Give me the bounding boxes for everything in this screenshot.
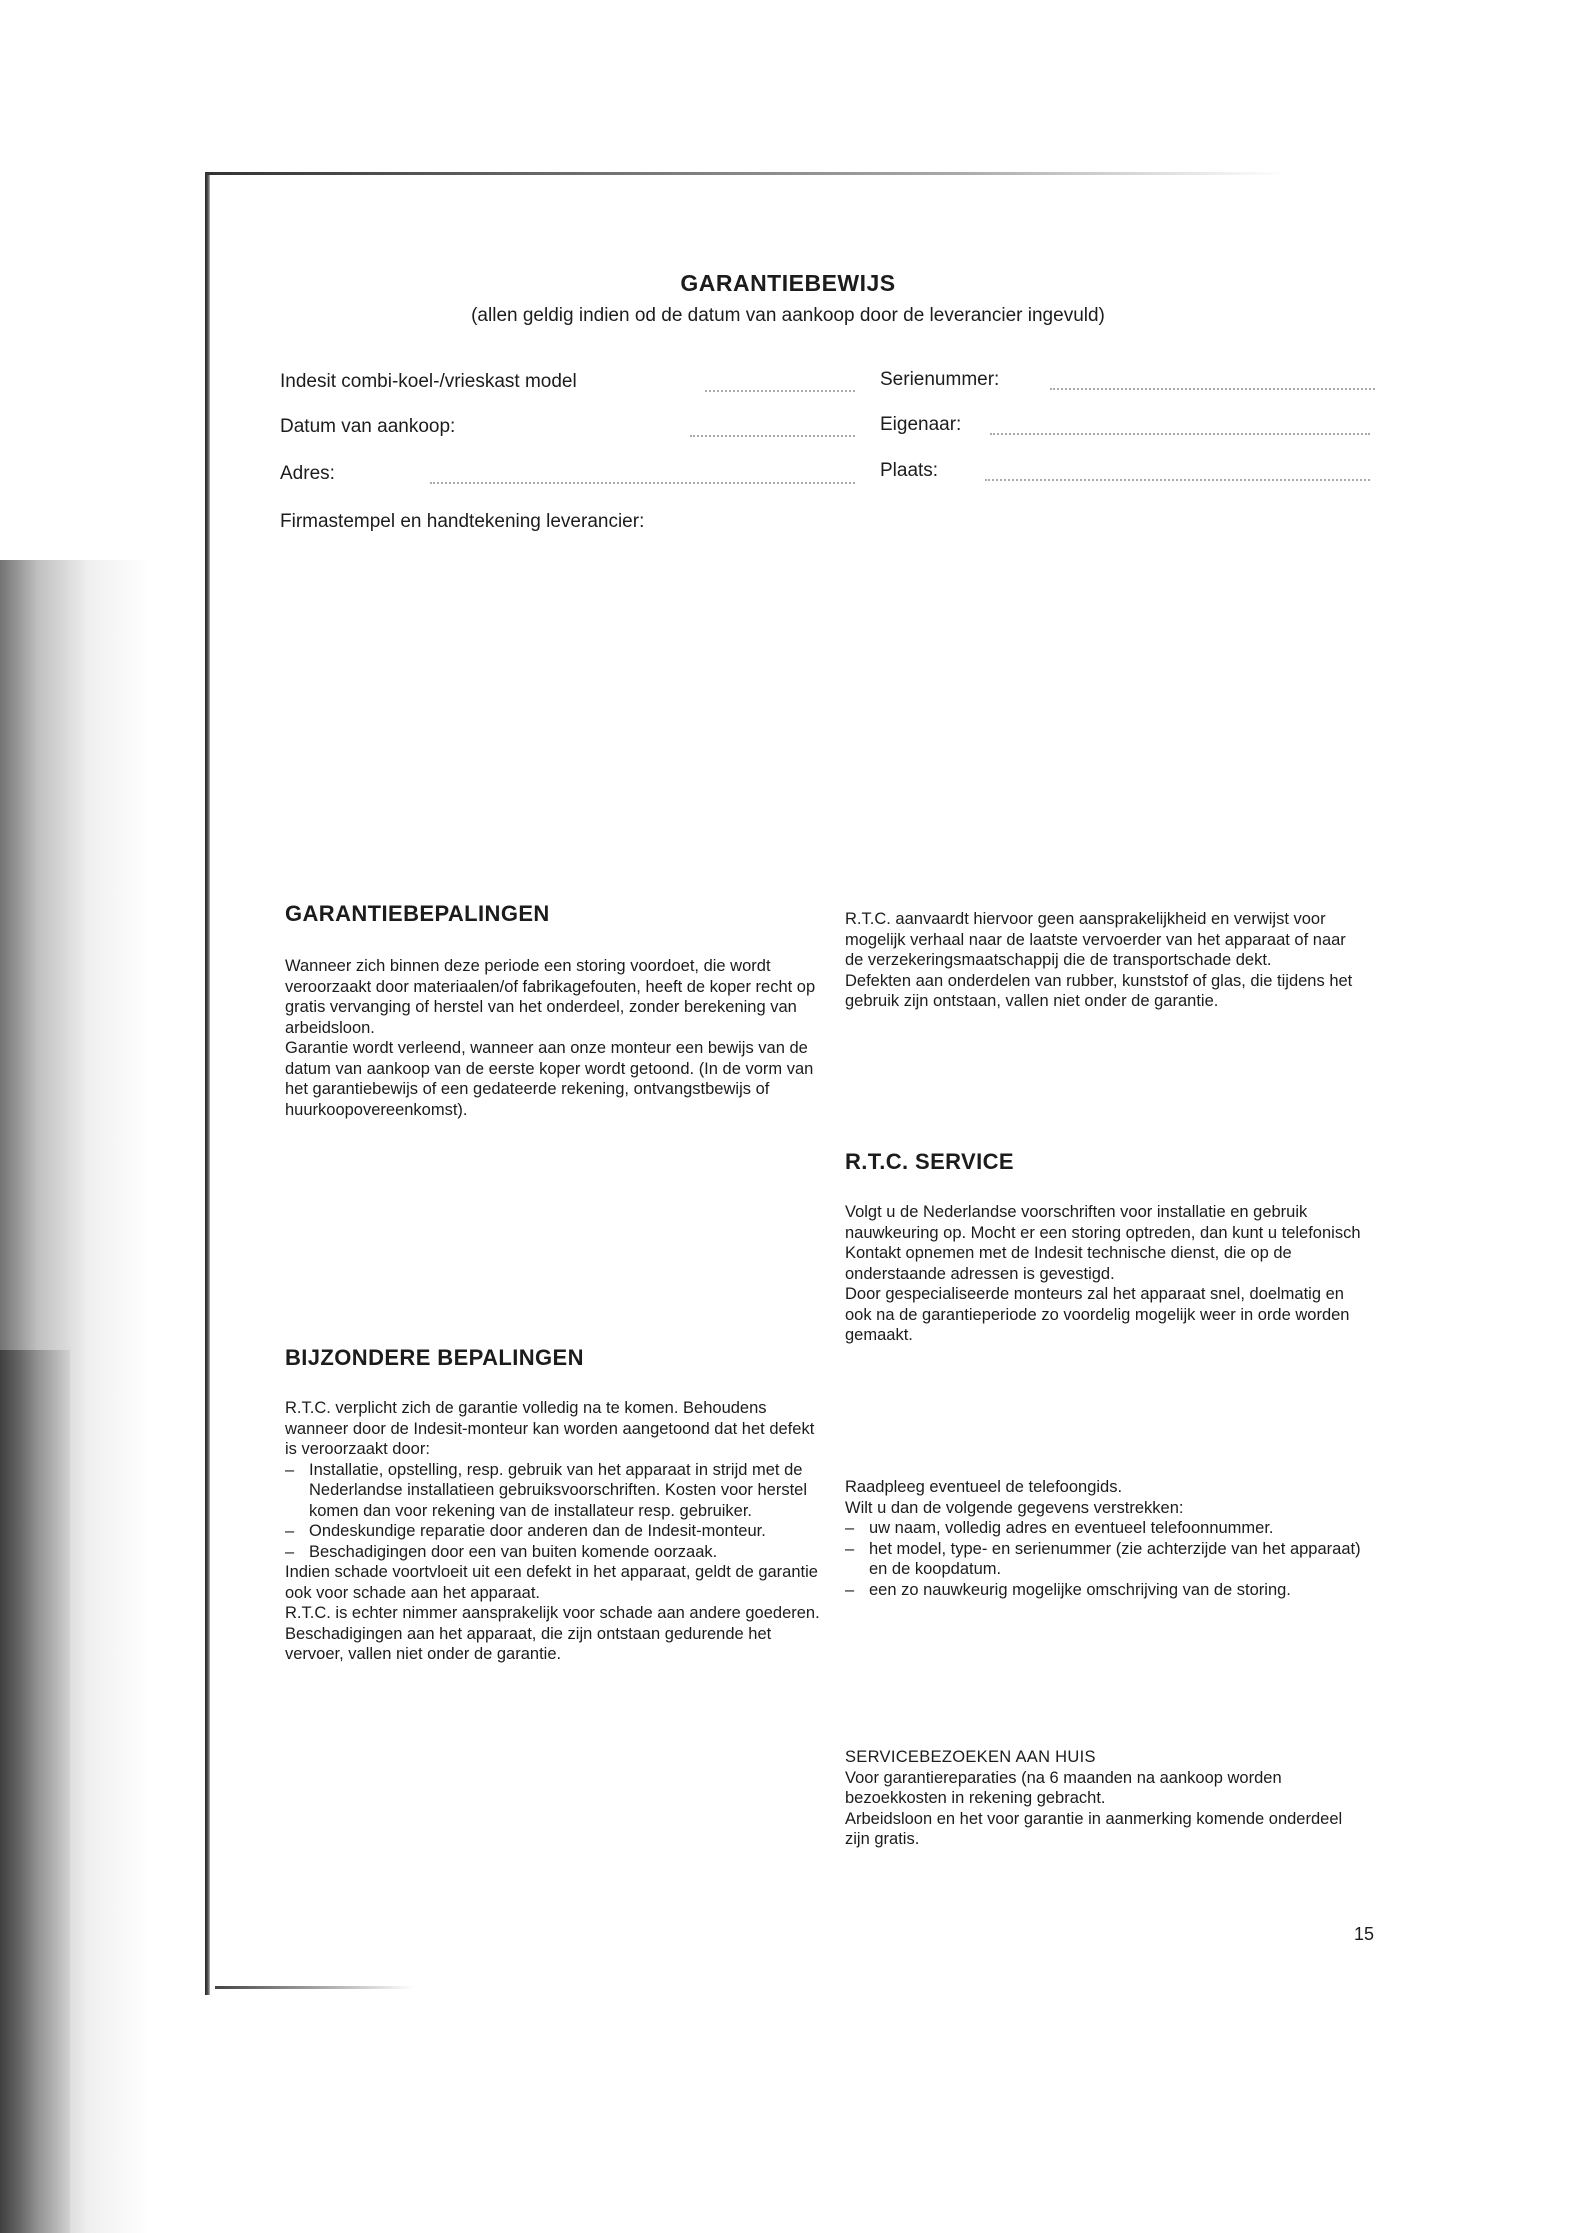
purchase-date-line: [690, 435, 855, 437]
page-edge-bottom: [215, 1986, 415, 1989]
owner-label: Eigenaar:: [880, 414, 962, 435]
document-title: GARANTIEBEWIJS: [680, 270, 896, 296]
visits-p1: Voor garantiereparaties (na 6 maanden na aankoop worden bezoekkosten in rekening gebracht.: [845, 1768, 1282, 1807]
service-heading: R.T.C. SERVICE: [845, 1149, 1015, 1174]
page-edge-left: [205, 175, 210, 1995]
list-item: – een zo nauwkeurig mogelijke omschrijving van de storing.: [845, 1580, 1365, 1601]
model-line: [705, 390, 855, 392]
city-line: [985, 479, 1370, 481]
model-label: Indesit combi-koel-/vrieskast model: [280, 371, 577, 392]
purchase-date-label: Datum van aankoop:: [280, 416, 456, 437]
garantiebepalingen-p2: Garantie wordt verleend, wanneer aan onze monteur een bewijs van de datum van aankoop van de eerste koper wordt getoond. (In de vorm van het garantiebewijs of een gedateerde rekening, ontvangstbewijs of huurkoopovereenkomst).: [285, 1039, 814, 1119]
address-line: [430, 482, 855, 484]
garantiebepalingen-heading: GARANTIEBEPALINGEN: [285, 901, 550, 926]
list-item: – Ondeskundige reparatie door anderen dan de Indesit-monteur.: [285, 1521, 825, 1542]
contact-list: [845, 1518, 1365, 1600]
liability-text: [845, 909, 1365, 1012]
bijzondere-heading: BIJZONDERE BEPALINGEN: [285, 1345, 584, 1370]
bijzondere-p2: Indien schade voortvloeit uit een defekt in het apparaat, geldt de garantie ook voor schade aan het apparaat.: [285, 1563, 818, 1602]
bijzondere-list: [285, 1460, 825, 1563]
visits-heading: SERVICEBEZOEKEN AAN HUIS: [845, 1748, 1096, 1766]
list-item: – het model, type- en serienummer (zie achterzijde van het apparaat) en de koopdatum.: [845, 1539, 1365, 1580]
list-item: – uw naam, volledig adres en eventueel telefoonnummer.: [845, 1518, 1365, 1539]
bijzondere-text: [285, 1398, 825, 1665]
service-p2: Door gespecialiseerde monteurs zal het apparaat snel, doelmatig en ook na de garantieperiode zo voordelig mogelijk weer in orde worden gemaakt.: [845, 1285, 1350, 1344]
bijzondere-p3: R.T.C. is echter nimmer aansprakelijk voor schade aan andere goederen. Beschadigingen aan het apparaat, die zijn ontstaan gedurende het vervoer, vallen niet onder de garantie.: [285, 1604, 820, 1663]
bijzondere-p1: R.T.C. verplicht zich de garantie volledig na te komen. Behoudens wanneer door de Indesit-monteur kan worden aangetoond dat het defekt is veroorzaakt door:: [285, 1399, 815, 1458]
scan-shadow-lower: [0, 1350, 70, 2233]
page-edge-top: [205, 172, 1285, 175]
list-item: – Installatie, opstelling, resp. gebruik van het apparaat in strijd met de Nederlandse installatieen gebruiksvoorschriften. Kosten voor herstel komen dan voor rekening van de installateur resp. gebruiker.: [285, 1460, 825, 1522]
service-text: [845, 1202, 1365, 1346]
liability-p2: Defekten aan onderdelen van rubber, kunststof of glas, die tijdens het gebruik zijn ontstaan, vallen niet onder de garantie.: [845, 971, 1353, 1010]
visits-p2: Arbeidsloon en het voor garantie in aanmerking komende onderdeel zijn gratis.: [845, 1809, 1343, 1848]
address-label: Adres:: [280, 463, 335, 484]
stamp-label: Firmastempel en handtekening leverancier:: [280, 511, 645, 532]
service-p1: Volgt u de Nederlandse voorschriften voor installatie en gebruik nauwkeuring op. Mocht er een storing optreden, dan kunt u telefonisch Kontakt opnemen met de Indesit technische dienst, die op de onderstaande adressen is gevestigd.: [845, 1203, 1361, 1283]
garantiebepalingen-text: [285, 956, 825, 1120]
liability-p1: R.T.C. aanvaardt hiervoor geen aansprakelijkheid en verwijst voor mogelijk verhaal naar de laatste vervoerder van het apparaat of naar de verzekeringsmaatschappij die de transportschade dekt.: [845, 910, 1346, 969]
visits-text: [845, 1747, 1365, 1850]
serial-line: [1050, 388, 1375, 390]
page-number: 15: [1354, 1924, 1375, 1944]
owner-line: [990, 433, 1370, 435]
city-label: Plaats:: [880, 460, 939, 481]
garantiebepalingen-p1: Wanneer zich binnen deze periode een storing voordoet, die wordt veroorzaakt door materiaalen/of fabrikagefouten, heeft de koper recht op gratis vervanging of herstel van het onderdeel, zonder berekening van arbeidsloon.: [285, 957, 816, 1037]
contact-p1: Raadpleeg eventueel de telefoongids.: [845, 1478, 1123, 1496]
contact-text: [845, 1477, 1365, 1600]
document-subtitle: (allen geldig indien od de datum van aankoop door de leverancier ingevuld): [471, 305, 1105, 326]
serial-label: Serienummer:: [880, 369, 1000, 390]
contact-p2: Wilt u dan de volgende gegevens verstrekken:: [845, 1498, 1184, 1517]
list-item: – Beschadigingen door een van buiten komende oorzaak.: [285, 1542, 825, 1563]
